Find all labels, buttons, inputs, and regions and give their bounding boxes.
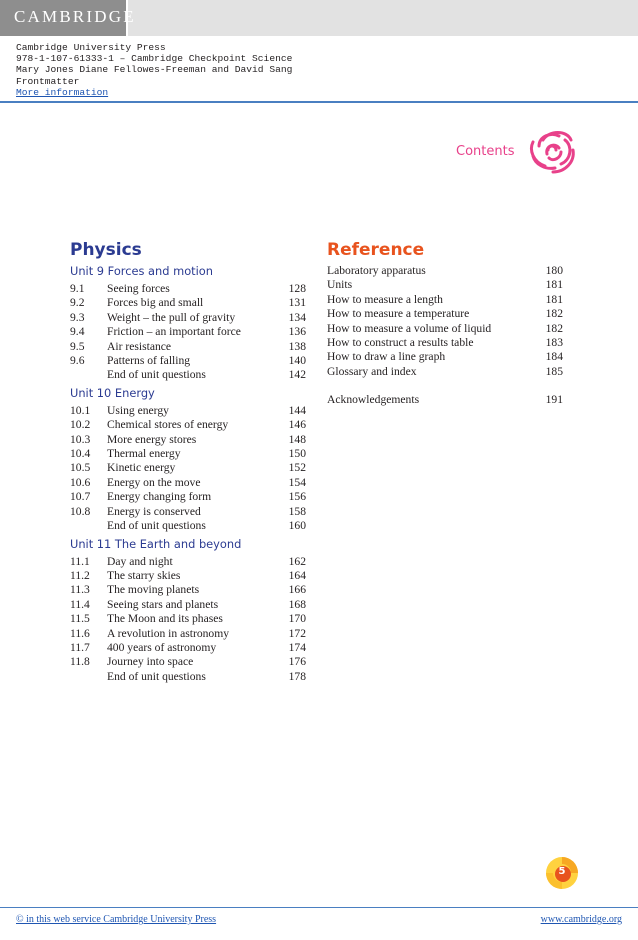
physics-units bbox=[70, 264, 306, 684]
contents-row[interactable] bbox=[70, 670, 306, 684]
contents-title: Thermal energy bbox=[107, 447, 181, 461]
contents-num: 9.2 bbox=[70, 296, 85, 310]
contents-page: 174 bbox=[288, 640, 306, 654]
physics-heading: Physics bbox=[70, 240, 142, 260]
section-line: Frontmatter bbox=[16, 75, 80, 87]
reference-list bbox=[327, 264, 563, 379]
contents-title: The moving planets bbox=[107, 583, 200, 597]
contents-num: 11.5 bbox=[70, 612, 90, 626]
reference-title: Glossary and index bbox=[327, 364, 417, 378]
contents-title: Seeing forces bbox=[107, 282, 170, 295]
unit-title: Unit 10 Energy bbox=[70, 385, 155, 400]
contents-row[interactable] bbox=[70, 325, 306, 339]
reference-column bbox=[327, 240, 563, 408]
reference-row[interactable] bbox=[327, 264, 563, 278]
acknowledgements-title: Acknowledgements bbox=[327, 393, 420, 407]
contents-page: 154 bbox=[288, 475, 306, 489]
contents-title: Patterns of falling bbox=[107, 354, 191, 368]
contents-row[interactable] bbox=[70, 476, 306, 490]
header-rule bbox=[0, 101, 638, 103]
contents-page: 128 bbox=[288, 282, 306, 295]
reference-title: How to measure a temperature bbox=[327, 307, 470, 321]
contents-page: 146 bbox=[288, 418, 306, 432]
reference-title: Units bbox=[327, 278, 353, 292]
contents-title: The starry skies bbox=[107, 568, 181, 582]
contents-row[interactable] bbox=[70, 354, 306, 368]
contents-row[interactable] bbox=[70, 555, 306, 569]
contents-num: 9.1 bbox=[70, 282, 85, 295]
contents-num bbox=[70, 368, 107, 382]
contents-page: 138 bbox=[288, 339, 306, 353]
reference-spacer bbox=[327, 379, 563, 393]
contents-row[interactable] bbox=[70, 655, 306, 669]
contents-row[interactable] bbox=[70, 282, 306, 296]
reference-row[interactable] bbox=[327, 278, 563, 292]
contents-title: End of unit questions bbox=[107, 368, 206, 382]
reference-page: 185 bbox=[545, 364, 563, 378]
contents-row[interactable] bbox=[70, 461, 306, 475]
acknowledgements-page: 191 bbox=[545, 393, 563, 407]
contents-num bbox=[70, 519, 107, 533]
contents-num: 11.6 bbox=[70, 626, 90, 640]
contents-page: 166 bbox=[288, 583, 306, 597]
contents-num: 10.1 bbox=[70, 403, 91, 417]
physics-column bbox=[70, 240, 306, 684]
swirl-icon bbox=[525, 126, 579, 174]
website-link[interactable]: www.cambridge.org bbox=[540, 914, 622, 925]
contents-row[interactable] bbox=[70, 612, 306, 626]
reference-page: 182 bbox=[545, 307, 563, 321]
reference-page: 184 bbox=[545, 350, 563, 364]
contents-page: 168 bbox=[288, 597, 306, 611]
contents-title: Using energy bbox=[107, 403, 169, 417]
contents-page: 131 bbox=[288, 296, 306, 310]
reference-title: Laboratory apparatus bbox=[327, 264, 426, 277]
contents-num: 11.7 bbox=[70, 640, 90, 654]
contents-page: 156 bbox=[288, 490, 306, 504]
contents-title: End of unit questions bbox=[107, 669, 206, 683]
contents-title: Seeing stars and planets bbox=[107, 597, 219, 611]
publisher-line: Cambridge University Press bbox=[16, 42, 166, 53]
reference-title: How to measure a length bbox=[327, 292, 443, 306]
contents-page: 148 bbox=[288, 432, 306, 446]
contents-row[interactable] bbox=[70, 433, 306, 447]
reference-title: How to construct a results table bbox=[327, 336, 474, 350]
header-meta bbox=[16, 42, 292, 98]
contents-title: Chemical stores of energy bbox=[107, 418, 229, 432]
contents-page: 134 bbox=[288, 310, 306, 324]
contents-title: Energy on the move bbox=[107, 475, 201, 489]
contents-title: A revolution in astronomy bbox=[107, 626, 230, 640]
contents-num: 10.3 bbox=[70, 432, 91, 446]
reference-row[interactable] bbox=[327, 365, 563, 379]
contents-page: 170 bbox=[288, 612, 306, 626]
more-information-link[interactable]: More information bbox=[16, 86, 109, 98]
contents-row[interactable] bbox=[70, 296, 306, 310]
contents-title: End of unit questions bbox=[107, 519, 206, 533]
contents-num: 9.4 bbox=[70, 325, 85, 339]
contents-row[interactable] bbox=[70, 340, 306, 354]
contents-title: Weight – the pull of gravity bbox=[107, 310, 236, 324]
contents-title: Kinetic energy bbox=[107, 461, 176, 475]
reference-page: 182 bbox=[545, 321, 563, 335]
reference-row[interactable] bbox=[327, 307, 563, 321]
contents-page: 162 bbox=[288, 554, 306, 568]
contents-num: 10.6 bbox=[70, 475, 91, 489]
contents-num: 10.2 bbox=[70, 418, 91, 432]
contents-page: 164 bbox=[288, 568, 306, 582]
contents-row[interactable] bbox=[70, 569, 306, 583]
contents-num: 10.8 bbox=[70, 504, 91, 518]
contents-title: 400 years of astronomy bbox=[107, 640, 217, 654]
contents-num: 9.3 bbox=[70, 310, 85, 324]
contents-num: 11.4 bbox=[70, 597, 90, 611]
reference-row[interactable] bbox=[327, 350, 563, 364]
contents-title: Journey into space bbox=[107, 655, 194, 669]
reference-heading: Reference bbox=[327, 240, 425, 260]
contents-row[interactable] bbox=[70, 583, 306, 597]
footer-rule bbox=[0, 907, 638, 908]
top-banner bbox=[0, 0, 638, 36]
contents-page: 150 bbox=[288, 447, 306, 461]
contents-row[interactable] bbox=[70, 368, 306, 382]
contents-num: 9.5 bbox=[70, 339, 85, 353]
contents-title: Day and night bbox=[107, 554, 173, 568]
contents-num bbox=[70, 670, 107, 684]
reference-page: 183 bbox=[545, 336, 563, 350]
contents-row[interactable] bbox=[70, 311, 306, 325]
contents-page: 158 bbox=[288, 504, 306, 518]
contents-num: 10.5 bbox=[70, 461, 91, 475]
reference-title: How to measure a volume of liquid bbox=[327, 321, 492, 335]
contents-title: Energy is conserved bbox=[107, 504, 201, 518]
contents-row[interactable] bbox=[70, 641, 306, 655]
contents-page: 136 bbox=[288, 325, 306, 339]
page-number: 5 bbox=[558, 866, 566, 877]
contents-title: Energy changing form bbox=[107, 490, 212, 504]
contents-title: Contents bbox=[456, 144, 515, 159]
reference-page: 181 bbox=[545, 278, 563, 292]
contents-page: 142 bbox=[288, 368, 306, 382]
contents-page: 176 bbox=[288, 655, 306, 669]
contents-page: 140 bbox=[288, 354, 306, 368]
contents-row[interactable] bbox=[70, 519, 306, 533]
contents-row[interactable] bbox=[70, 505, 306, 519]
logo-text: CAMBRIDGE bbox=[14, 7, 136, 26]
reference-title: How to draw a line graph bbox=[327, 350, 446, 364]
reference-row[interactable] bbox=[327, 322, 563, 336]
reference-page: 180 bbox=[545, 264, 563, 277]
contents-num: 11.3 bbox=[70, 583, 90, 597]
contents-page: 152 bbox=[288, 461, 306, 475]
reference-page: 181 bbox=[545, 292, 563, 306]
contents-page: 160 bbox=[288, 519, 306, 533]
contents-title: Air resistance bbox=[107, 339, 172, 353]
contents-num: 10.7 bbox=[70, 490, 91, 504]
contents-row[interactable] bbox=[70, 627, 306, 641]
contents-row[interactable] bbox=[70, 447, 306, 461]
contents-page: 178 bbox=[288, 669, 306, 683]
contents-title: Friction – an important force bbox=[107, 325, 241, 339]
contents-title: More energy stores bbox=[107, 432, 197, 446]
unit-title: Unit 11 The Earth and beyond bbox=[70, 536, 242, 551]
contents-page: 144 bbox=[288, 403, 306, 417]
contents-row[interactable] bbox=[70, 418, 306, 432]
authors-line: Mary Jones Diane Fellowes-Freeman and David Sang bbox=[16, 64, 293, 76]
contents-row[interactable] bbox=[70, 490, 306, 504]
contents-num: 11.2 bbox=[70, 568, 90, 582]
contents-row[interactable] bbox=[70, 404, 306, 418]
contents-row[interactable] bbox=[70, 598, 306, 612]
unit-title: Unit 9 Forces and motion bbox=[70, 264, 213, 278]
contents-num: 11.1 bbox=[70, 554, 90, 568]
reference-row[interactable] bbox=[327, 336, 563, 350]
contents-num: 9.6 bbox=[70, 354, 85, 368]
copyright-link[interactable]: © in this web service Cambridge University Press bbox=[16, 914, 217, 925]
acknowledgements-row[interactable] bbox=[327, 393, 563, 407]
isbn-line: 978-1-107-61333-1 – Cambridge Checkpoint Science bbox=[16, 53, 293, 65]
reference-row[interactable] bbox=[327, 293, 563, 307]
cambridge-logo[interactable] bbox=[0, 0, 136, 36]
contents-title: Forces big and small bbox=[107, 296, 204, 310]
contents-num: 11.8 bbox=[70, 655, 90, 669]
contents-title: The Moon and its phases bbox=[107, 612, 223, 626]
contents-page: 172 bbox=[288, 626, 306, 640]
contents-num: 10.4 bbox=[70, 447, 91, 461]
